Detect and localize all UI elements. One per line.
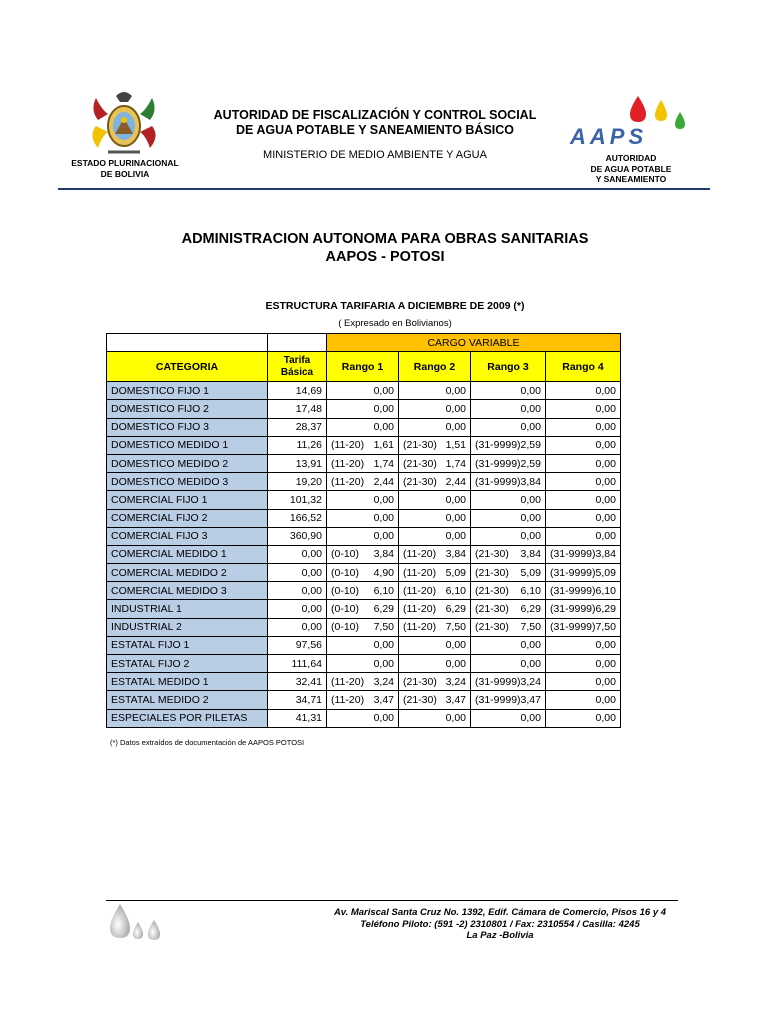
range-value: 4,90 (373, 566, 394, 579)
range-cell (471, 655, 546, 673)
range-value: 6,29 (445, 603, 466, 616)
range-value: 0,00 (373, 530, 394, 543)
range-interval: (21-30) (475, 603, 509, 616)
range-cell (471, 636, 546, 654)
range-value: 0,00 (520, 421, 541, 434)
range-cell (545, 564, 620, 582)
range-interval: (31-9999) (475, 675, 521, 688)
range-cell (471, 454, 546, 472)
range-interval: (31-9999) (549, 603, 596, 616)
range-value: 0,00 (373, 402, 394, 415)
range-cell (399, 600, 471, 618)
range-value: 7,50 (373, 621, 394, 634)
table-row (107, 600, 621, 618)
range-cell (545, 418, 620, 436)
range-interval: (31-9999) (475, 693, 521, 706)
range-value: 5,09 (520, 566, 541, 579)
range-cell (327, 655, 399, 673)
range-value: 7,50 (595, 621, 616, 634)
table-row (107, 691, 621, 709)
base-rate-cell: 111,64 (268, 655, 327, 673)
category-cell: INDUSTRIAL 1 (107, 600, 268, 618)
range-cell (471, 545, 546, 563)
tariff-table (106, 333, 621, 728)
base-rate-cell: 0,00 (268, 564, 327, 582)
table-row (107, 473, 621, 491)
range-value: 0,00 (595, 384, 616, 397)
base-rate-cell: 14,69 (268, 382, 327, 400)
range-interval: (31-9999) (475, 475, 521, 488)
base-rate-cell: 19,20 (268, 473, 327, 491)
range-value: 1,51 (445, 439, 466, 452)
range-interval: (0-10) (331, 566, 360, 579)
category-cell: DOMESTICO MEDIDO 2 (107, 454, 268, 472)
range-value: 3,47 (373, 693, 394, 706)
table-row (107, 564, 621, 582)
range-value: 0,00 (520, 639, 541, 652)
range-cell (399, 454, 471, 472)
range-value: 0,00 (520, 512, 541, 525)
table-row (107, 509, 621, 527)
range-value: 0,00 (520, 530, 541, 543)
range-cell (399, 564, 471, 582)
range-cell (399, 655, 471, 673)
range-interval: (0-10) (331, 603, 360, 616)
range-cell (471, 618, 546, 636)
range-cell (545, 491, 620, 509)
blank-header-cell (268, 334, 327, 352)
range-interval: (11-20) (403, 548, 437, 561)
range-interval: (11-20) (331, 457, 365, 470)
base-rate-cell: 17,48 (268, 400, 327, 418)
range-value: 0,00 (595, 439, 616, 452)
base-rate-cell: 0,00 (268, 600, 327, 618)
range-cell (545, 691, 620, 709)
range-cell (399, 691, 471, 709)
range-cell (399, 582, 471, 600)
range-interval: (11-20) (331, 439, 365, 452)
range-cell (399, 709, 471, 727)
category-cell: ESTATAL MEDIDO 2 (107, 691, 268, 709)
range-cell (399, 400, 471, 418)
table-row (107, 673, 621, 691)
base-rate-cell: 0,00 (268, 618, 327, 636)
category-cell: DOMESTICO MEDIDO 3 (107, 473, 268, 491)
range-value: 0,00 (595, 402, 616, 415)
category-cell: COMERCIAL FIJO 2 (107, 509, 268, 527)
range-cell (327, 418, 399, 436)
range-value: 6,29 (595, 603, 616, 616)
range-value: 3,84 (520, 548, 541, 561)
range-value: 6,10 (595, 584, 616, 597)
range-cell (471, 564, 546, 582)
range-interval: (21-30) (403, 457, 437, 470)
range-cell (399, 382, 471, 400)
range-cell (545, 655, 620, 673)
table-row (107, 400, 621, 418)
range-value: 0,00 (445, 712, 466, 725)
table-row (107, 382, 621, 400)
range-cell (471, 582, 546, 600)
range-value: 0,00 (595, 457, 616, 470)
range-value: 0,00 (595, 475, 616, 488)
range-interval: (21-30) (403, 675, 437, 688)
range-cell (327, 382, 399, 400)
range-value: 0,00 (445, 530, 466, 543)
range-cell (545, 618, 620, 636)
table-row (107, 618, 621, 636)
table-row (107, 491, 621, 509)
range-cell (545, 673, 620, 691)
range-cell (545, 473, 620, 491)
range-cell (471, 418, 546, 436)
range-value: 3,84 (445, 548, 466, 561)
table-title: ESTRUCTURA TARIFARIA A DICIEMBRE DE 2009 (*) (265, 300, 525, 312)
range-value: 0,00 (445, 639, 466, 652)
range-cell (471, 691, 546, 709)
range-value: 0,00 (445, 421, 466, 434)
organization-title: ADMINISTRACION AUTONOMA PARA OBRAS SANITARIAS AAPOS - POTOSI (181, 231, 589, 265)
category-cell: DOMESTICO FIJO 1 (107, 382, 268, 400)
range-cell (327, 527, 399, 545)
table-row (107, 582, 621, 600)
range-cell (471, 673, 546, 691)
range-cell (471, 473, 546, 491)
range-cell (399, 436, 471, 454)
range-interval: (11-20) (331, 475, 365, 488)
table-row (107, 436, 621, 454)
aaps-logo (566, 94, 692, 150)
base-rate-cell: 360,90 (268, 527, 327, 545)
range-cell (471, 436, 546, 454)
range-cell (545, 436, 620, 454)
category-cell: COMERCIAL FIJO 3 (107, 527, 268, 545)
aaps-caption: AUTORIDAD DE AGUA POTABLE Y SANEAMIENTO (590, 153, 672, 184)
range-value: 6,10 (520, 584, 541, 597)
range-cell (545, 636, 620, 654)
range-value: 0,00 (595, 493, 616, 506)
range-value: 0,00 (595, 421, 616, 434)
range-cell (327, 564, 399, 582)
range-value: 0,00 (520, 657, 541, 670)
range-cell (545, 509, 620, 527)
range-cell (327, 636, 399, 654)
range-interval: (11-20) (403, 603, 437, 616)
range-cell (327, 673, 399, 691)
base-rate-cell: 13,91 (268, 454, 327, 472)
range-cell (327, 436, 399, 454)
footnote: (*) Datos extraídos de documentación de AAPOS POTOSI (110, 738, 305, 747)
category-cell: ESPECIALES POR PILETAS (107, 709, 268, 727)
range-cell (327, 600, 399, 618)
range-cell (545, 709, 620, 727)
range-interval: (21-30) (475, 621, 509, 634)
range-value: 3,84 (595, 548, 616, 561)
range-interval: (31-9999) (549, 584, 596, 597)
range-value: 3,24 (445, 675, 466, 688)
range-value: 0,00 (373, 657, 394, 670)
range-value: 0,00 (595, 675, 616, 688)
range-value: 6,10 (445, 584, 466, 597)
table-row (107, 545, 621, 563)
range-cell (399, 418, 471, 436)
authority-title: AUTORIDAD DE FISCALIZACIÓN Y CONTROL SOCIAL DE AGUA POTABLE Y SANEAMIENTO BÁSICO (213, 108, 537, 137)
range-value: 0,00 (595, 512, 616, 525)
range-cell (399, 673, 471, 691)
base-rate-cell: 0,00 (268, 582, 327, 600)
category-cell: ESTATAL FIJO 1 (107, 636, 268, 654)
range-value: 0,00 (595, 657, 616, 670)
range-interval: (21-30) (403, 439, 437, 452)
base-rate-cell: 41,31 (268, 709, 327, 727)
range-cell (327, 454, 399, 472)
table-row (107, 655, 621, 673)
range-value: 1,74 (373, 457, 394, 470)
range-value: 0,00 (595, 693, 616, 706)
range-interval: (31-9999) (475, 457, 521, 470)
range-interval: (21-30) (403, 693, 437, 706)
range-interval: (0-10) (331, 621, 360, 634)
range-value: 0,00 (445, 657, 466, 670)
range-cell (327, 400, 399, 418)
range-value: 6,29 (520, 603, 541, 616)
base-rate-cell: 101,32 (268, 491, 327, 509)
range-cell (399, 491, 471, 509)
table-row (107, 636, 621, 654)
range-cell (327, 473, 399, 491)
range-cell (471, 491, 546, 509)
range-value: 0,00 (373, 421, 394, 434)
category-cell: DOMESTICO FIJO 3 (107, 418, 268, 436)
range-value: 0,00 (520, 712, 541, 725)
range-cell (399, 473, 471, 491)
table-subtitle: ( Expresado en Bolivianos) (338, 318, 452, 329)
range-cell (471, 527, 546, 545)
range-value: 0,00 (445, 384, 466, 397)
range-value: 0,00 (595, 530, 616, 543)
range-interval: (21-30) (475, 566, 509, 579)
range-value: 2,44 (373, 475, 394, 488)
range-cell (471, 600, 546, 618)
range-cell (327, 545, 399, 563)
range-interval: (0-10) (331, 584, 360, 597)
range-value: 1,61 (373, 439, 394, 452)
footer-address: Av. Mariscal Santa Cruz No. 1392, Edif. Cámara de Comercio, Pisos 16 y 4 Teléfono Piloto: (591 -2) 2310801 / Fax: 2310554 / Casilla: 4245 La Paz -Bolivia (333, 907, 667, 941)
base-rate-header: Tarifa Básica (268, 352, 327, 382)
range-value: 2,44 (445, 475, 466, 488)
table-row (107, 527, 621, 545)
range-cell (471, 400, 546, 418)
water-drops-icon (106, 898, 168, 944)
range-cell (327, 709, 399, 727)
range-value: 5,09 (595, 566, 616, 579)
range-cell (545, 545, 620, 563)
range-1-header: Rango 1 (327, 352, 399, 382)
range-cell (327, 491, 399, 509)
range-cell (399, 527, 471, 545)
category-cell: INDUSTRIAL 2 (107, 618, 268, 636)
range-value: 5,09 (445, 566, 466, 579)
range-value: 3,84 (520, 475, 541, 488)
range-cell (399, 509, 471, 527)
range-value: 3,24 (520, 675, 541, 688)
category-cell: DOMESTICO MEDIDO 1 (107, 436, 268, 454)
base-rate-cell: 11,26 (268, 436, 327, 454)
range-cell (399, 545, 471, 563)
range-value: 2,59 (520, 457, 541, 470)
range-interval: (21-30) (403, 475, 437, 488)
range-value: 0,00 (373, 639, 394, 652)
range-value: 6,29 (373, 603, 394, 616)
range-cell (545, 454, 620, 472)
category-cell: COMERCIAL MEDIDO 2 (107, 564, 268, 582)
category-header: CATEGORIA (107, 352, 268, 382)
range-value: 3,84 (373, 548, 394, 561)
range-cell (327, 582, 399, 600)
range-interval: (21-30) (475, 548, 509, 561)
blank-header-cell (107, 334, 268, 352)
range-value: 0,00 (445, 402, 466, 415)
range-cell (327, 618, 399, 636)
state-name: ESTADO PLURINACIONAL DE BOLIVIA (71, 158, 179, 179)
range-cell (545, 582, 620, 600)
range-value: 3,24 (373, 675, 394, 688)
bolivia-coat-of-arms-icon (88, 90, 160, 158)
range-cell (471, 509, 546, 527)
range-value: 0,00 (373, 493, 394, 506)
table-row (107, 454, 621, 472)
variable-charge-header: CARGO VARIABLE (327, 334, 621, 352)
range-cell (327, 509, 399, 527)
range-value: 0,00 (445, 512, 466, 525)
range-value: 2,59 (520, 439, 541, 452)
category-cell: COMERCIAL FIJO 1 (107, 491, 268, 509)
range-interval: (0-10) (331, 548, 360, 561)
base-rate-cell: 28,37 (268, 418, 327, 436)
range-interval: (11-20) (403, 584, 437, 597)
range-interval: (31-9999) (549, 548, 596, 561)
range-cell (471, 382, 546, 400)
category-cell: COMERCIAL MEDIDO 3 (107, 582, 268, 600)
base-rate-cell: 34,71 (268, 691, 327, 709)
range-value: 3,47 (445, 693, 466, 706)
svg-text:AAPS: AAPS (570, 124, 648, 149)
range-interval: (31-9999) (475, 439, 521, 452)
range-cell (399, 618, 471, 636)
range-cell (399, 636, 471, 654)
base-rate-cell: 166,52 (268, 509, 327, 527)
range-value: 7,50 (520, 621, 541, 634)
range-cell (545, 600, 620, 618)
category-cell: ESTATAL MEDIDO 1 (107, 673, 268, 691)
range-2-header: Rango 2 (399, 352, 471, 382)
table-row (107, 418, 621, 436)
range-value: 0,00 (595, 639, 616, 652)
range-cell (545, 400, 620, 418)
range-value: 0,00 (520, 384, 541, 397)
range-interval: (11-20) (403, 621, 437, 634)
range-interval: (31-9999) (549, 621, 596, 634)
range-interval: (11-20) (331, 693, 365, 706)
base-rate-cell: 97,56 (268, 636, 327, 654)
ministry-name: MINISTERIO DE MEDIO AMBIENTE Y AGUA (263, 149, 487, 161)
range-value: 0,00 (520, 402, 541, 415)
range-4-header: Rango 4 (545, 352, 620, 382)
range-interval: (11-20) (331, 675, 365, 688)
category-cell: DOMESTICO FIJO 2 (107, 400, 268, 418)
range-value: 0,00 (373, 384, 394, 397)
range-value: 0,00 (373, 712, 394, 725)
range-value: 3,47 (520, 693, 541, 706)
range-value: 0,00 (520, 493, 541, 506)
base-rate-cell: 32,41 (268, 673, 327, 691)
range-cell (545, 382, 620, 400)
category-cell: ESTATAL FIJO 2 (107, 655, 268, 673)
table-row (107, 709, 621, 727)
range-value: 0,00 (373, 512, 394, 525)
range-interval: (21-30) (475, 584, 509, 597)
header-divider (58, 188, 710, 190)
range-cell (471, 709, 546, 727)
tariff-table-body (107, 382, 621, 728)
base-rate-cell: 0,00 (268, 545, 327, 563)
category-cell: COMERCIAL MEDIDO 1 (107, 545, 268, 563)
range-value: 7,50 (445, 621, 466, 634)
range-value: 6,10 (373, 584, 394, 597)
range-interval: (11-20) (403, 566, 437, 579)
range-value: 0,00 (595, 712, 616, 725)
range-value: 1,74 (445, 457, 466, 470)
range-cell (327, 691, 399, 709)
range-cell (545, 527, 620, 545)
range-value: 0,00 (445, 493, 466, 506)
footer-divider (106, 900, 678, 901)
range-interval: (31-9999) (549, 566, 596, 579)
range-3-header: Rango 3 (471, 352, 546, 382)
